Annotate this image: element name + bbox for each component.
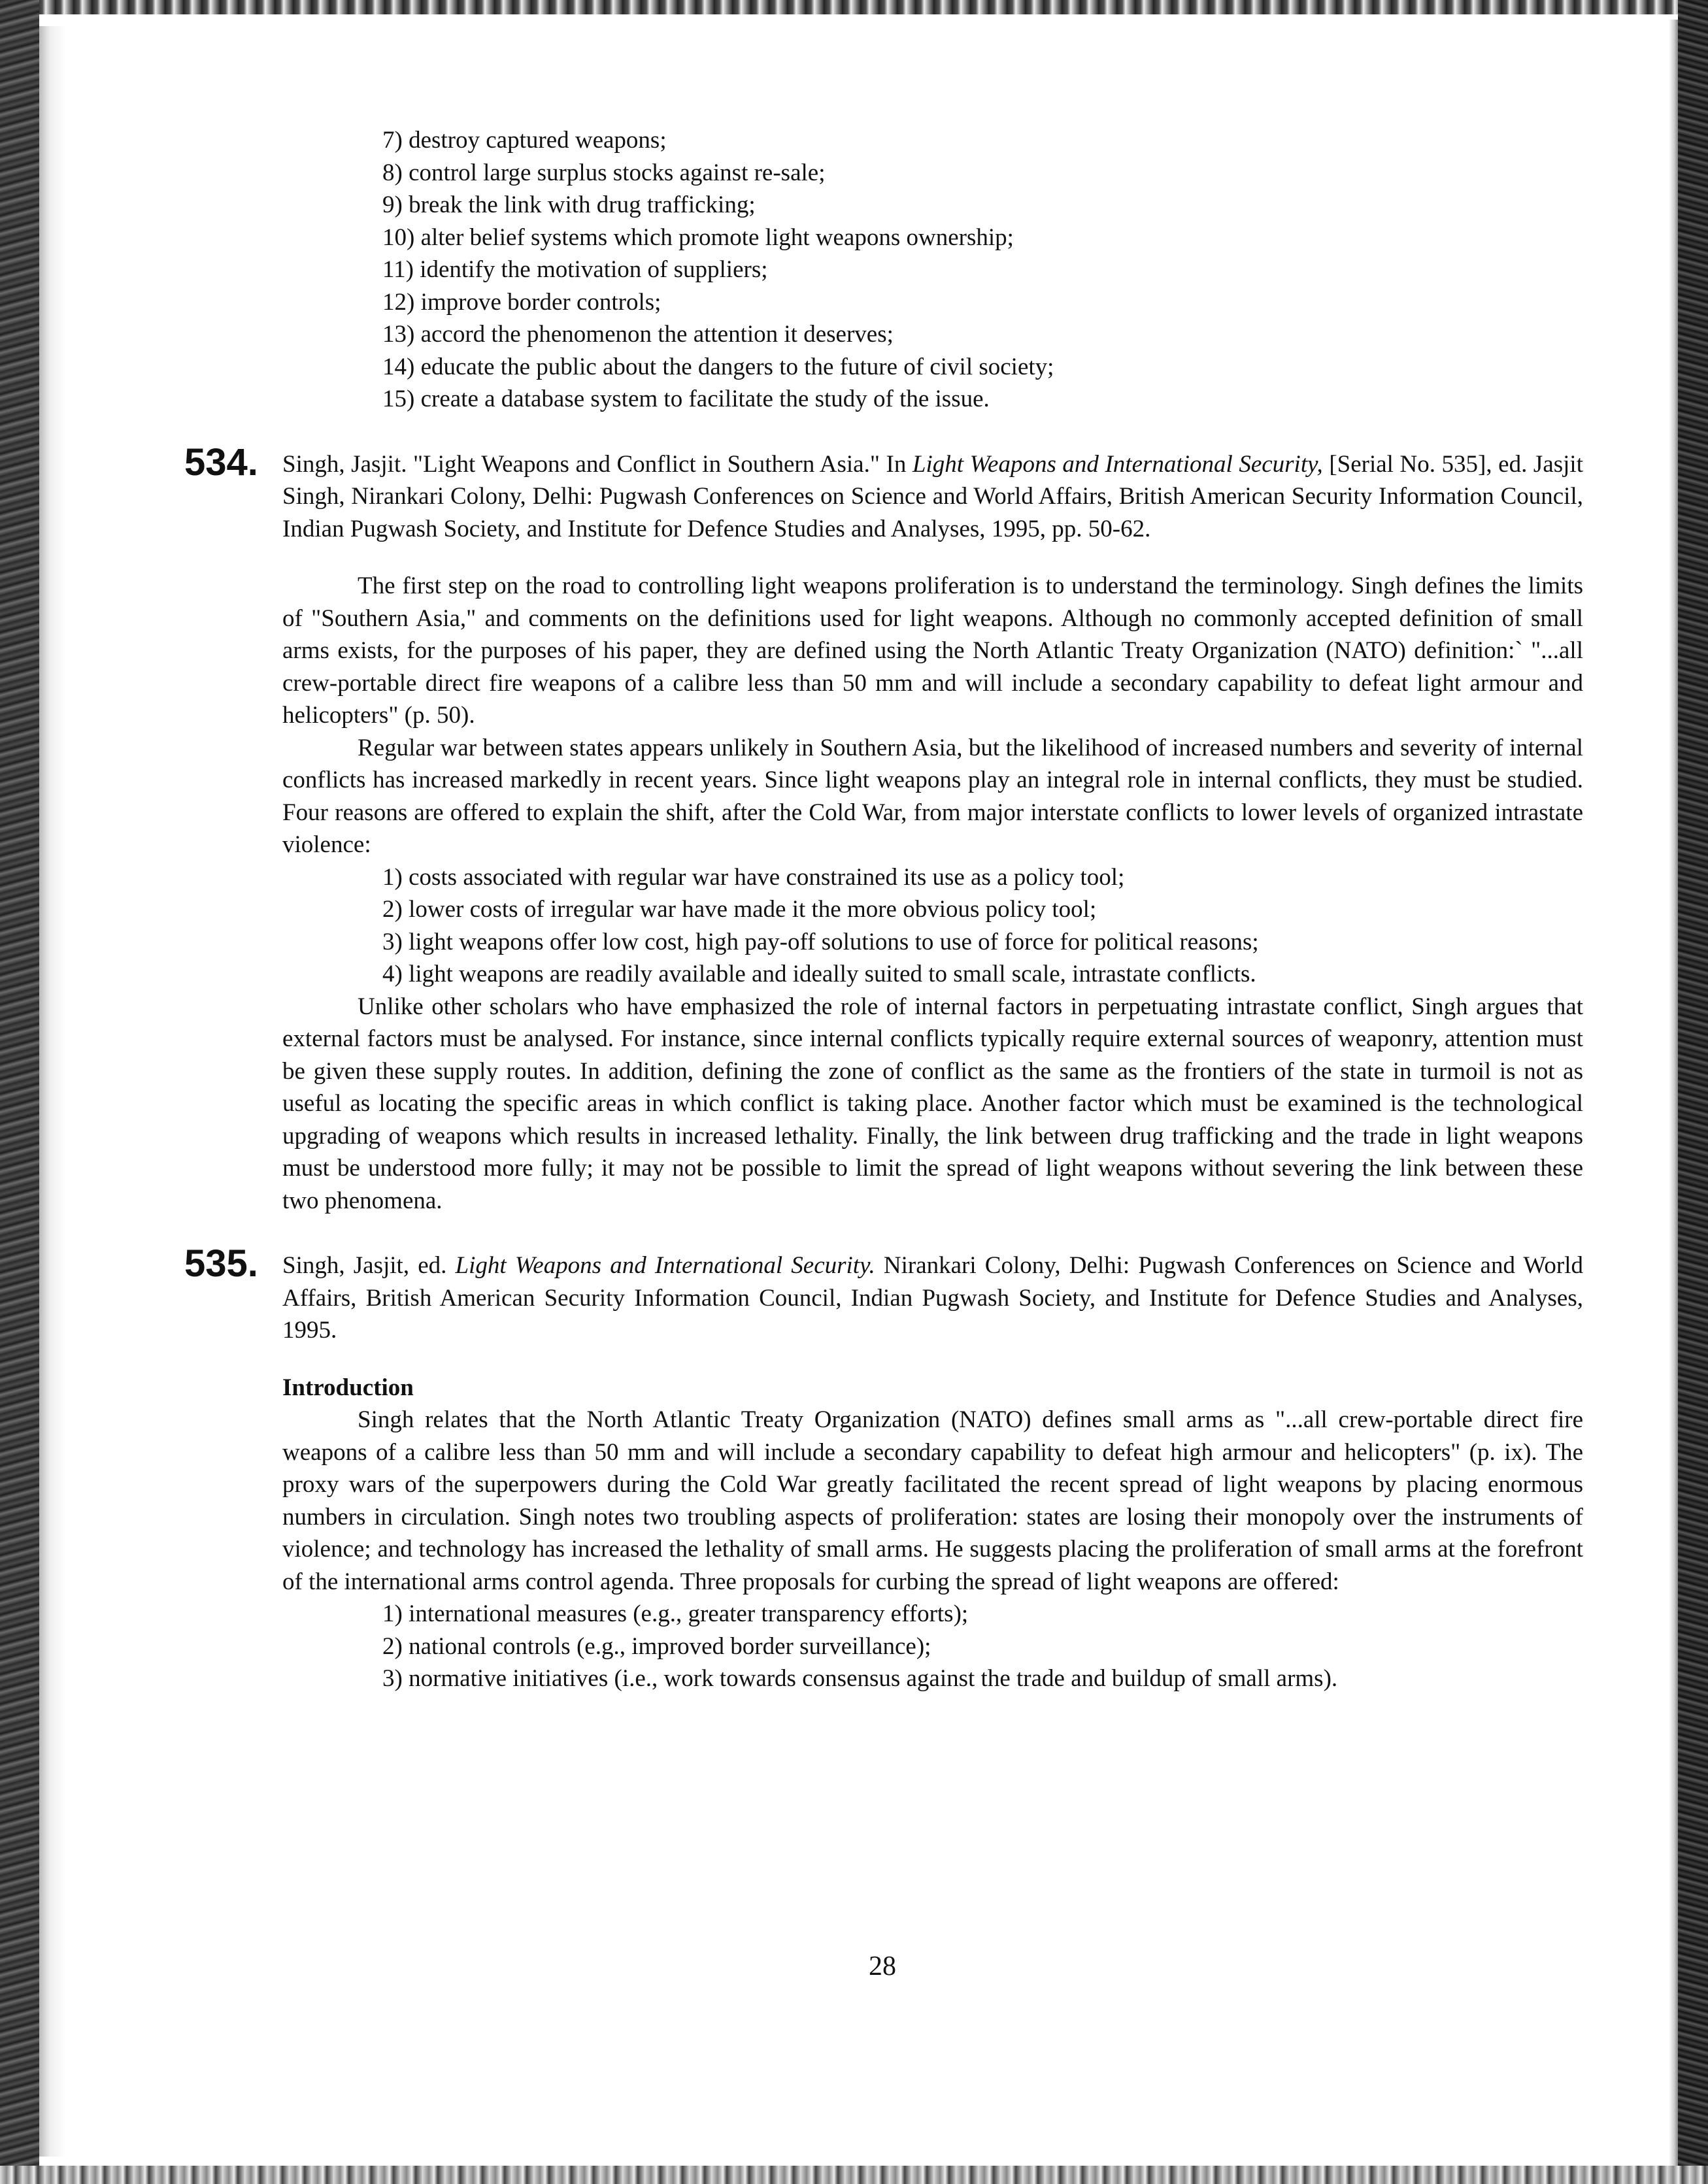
scan-top-edge — [0, 0, 1708, 14]
abstract-paragraph: Singh relates that the North Atlantic Treaty Organization (NATO) defines small arms as "...all crew-portable direct fire weapons of a calibre less than 50 mm and will include a secondary capability to defeat high armour and helicopters" (p. ix). The proxy wars of the superpowers during the Cold War greatly facilitated the recent spread of light weapons by placing enormous numbers in circulation. Singh notes two troubling aspects of proliferation: states are losing their monopoly over the instruments of violence; and technology has increased the lethality of small arms. He suggests placing the proliferation of small arms at the forefront of the international arms control agenda. Three proposals for curbing the spread of light weapons are offered: — [282, 1406, 1583, 1595]
list-item: 3) light weapons offer low cost, high pay-off solutions to use of force for political reasons; — [382, 928, 1259, 955]
section-heading: Introduction — [282, 1374, 414, 1401]
proposals-list — [282, 1598, 1583, 1695]
list-item: 4) light weapons are readily available and ideally suited to small scale, intrastate conflicts. — [382, 961, 1256, 987]
scan-left-edge — [0, 0, 39, 2184]
list-item: 2) lower costs of irregular war have made it the more obvious policy tool; — [382, 896, 1097, 923]
list-item: 2) national controls (e.g., improved border surveillance); — [382, 1632, 931, 1660]
scan-right-edge — [1678, 0, 1708, 2184]
scan-left-shadow — [39, 26, 65, 2157]
list-item: 7) destroy captured weapons; — [382, 127, 667, 154]
list-item: 13) accord the phenomenon the attention it deserves; — [382, 321, 894, 348]
citation-title: Light Weapons and International Security. — [455, 1252, 875, 1279]
list-item: 14) educate the public about the dangers to the future of civil society; — [382, 353, 1054, 380]
entry-citation — [282, 448, 1583, 546]
entry-535 — [184, 1242, 1583, 1695]
abstract-paragraph: Regular war between states appears unlikely in Southern Asia, but the likelihood of increased numbers and severity of internal conflicts has increased markedly in recent years. Since light weapons play an integral role in internal conflicts, they must be studied. Four reasons are offered to explain the shift, after the Cold War, from major interstate conflicts to lower levels of organized intrastate violence: — [282, 734, 1583, 858]
abstract-paragraph: Unlike other scholars who have emphasized the role of internal factors in perpetuating intrastate conflict, Singh argues that external factors must be analysed. For instance, since internal conflicts typically require external sources of weaponry, attention must be given these supply routes. In addition, defining the zone of conflict as the same as the frontiers of the state in turmoil is not as useful as locating the specific areas in which conflict is taking place. Another factor which must be examined is the technological upgrading of weapons which results in increased lethality. Finally, the link between drug trafficking and the trade in light weapons must be understood more fully; it may not be possible to limit the spread of light weapons without severing the link between these two phenomena. — [282, 993, 1583, 1214]
entry-citation — [282, 1249, 1583, 1347]
scan-right-shadow — [1669, 20, 1678, 2176]
reasons-list — [282, 861, 1583, 991]
list-item: 12) improve border controls; — [382, 288, 661, 316]
citation-text: Singh, Jasjit. "Light Weapons and Conflict in Southern Asia." In — [282, 450, 913, 478]
entry-number: 535. — [184, 1242, 258, 1285]
abstract-paragraph: The first step on the road to controlling light weapons proliferation is to understand the terminology. Singh defines the limits of "Southern Asia," and comments on the definitions used for light weapons. Although no commonly accepted definition of small arms exists, for the purposes of his paper, they are defined using the North Atlantic Treaty Organization (NATO) definition:` "...all crew-portable direct fire weapons of a calibre less than 50 mm and will include a secondary capability to defeat light armour and helicopters" (p. 50). — [282, 572, 1583, 729]
list-item: 15) create a database system to facilitate the study of the issue. — [382, 386, 990, 412]
list-item: 1) international measures (e.g., greater transparency efforts); — [382, 1600, 969, 1627]
entry-534 — [184, 440, 1583, 1217]
list-item: 9) break the link with drug trafficking; — [382, 191, 756, 218]
list-item: 3) normative initiatives (i.e., work towards consensus against the trade and buildup of small arms). — [382, 1665, 1338, 1692]
entry-number: 534. — [184, 440, 258, 484]
citation-title: Light Weapons and International Security, — [912, 450, 1323, 478]
page-number: 28 — [869, 1951, 896, 1981]
citation-text: Nirankari Colony, Delhi: Pugwash Conferences on Science and World Affairs, British American Security Information Council, Indian Pugwash Society, and Institute for Defence Studies and Analyses, 1995. — [282, 1252, 1583, 1344]
list-item: 1) costs associated with regular war have constrained its use as a policy tool; — [382, 863, 1125, 891]
citation-text: [Serial No. 535], ed. Jasjit Singh, Nirankari Colony, Delhi: Pugwash Conferences on Science and World Affairs, British American Security Information Council, Indian Pugwash Society, and Institute for Defence Studies and Analyses, 1995, pp. 50-62. — [282, 450, 1583, 542]
list-item: 8) control large surplus stocks against re-sale; — [382, 159, 826, 186]
list-item: 11) identify the motivation of suppliers; — [382, 256, 768, 283]
scan-bottom-edge — [0, 2166, 1708, 2184]
citation-text: Singh, Jasjit, ed. — [282, 1252, 456, 1279]
top-list — [282, 124, 1583, 416]
document-page — [184, 124, 1583, 1695]
list-item: 10) alter belief systems which promote light weapons ownership; — [382, 223, 1014, 251]
